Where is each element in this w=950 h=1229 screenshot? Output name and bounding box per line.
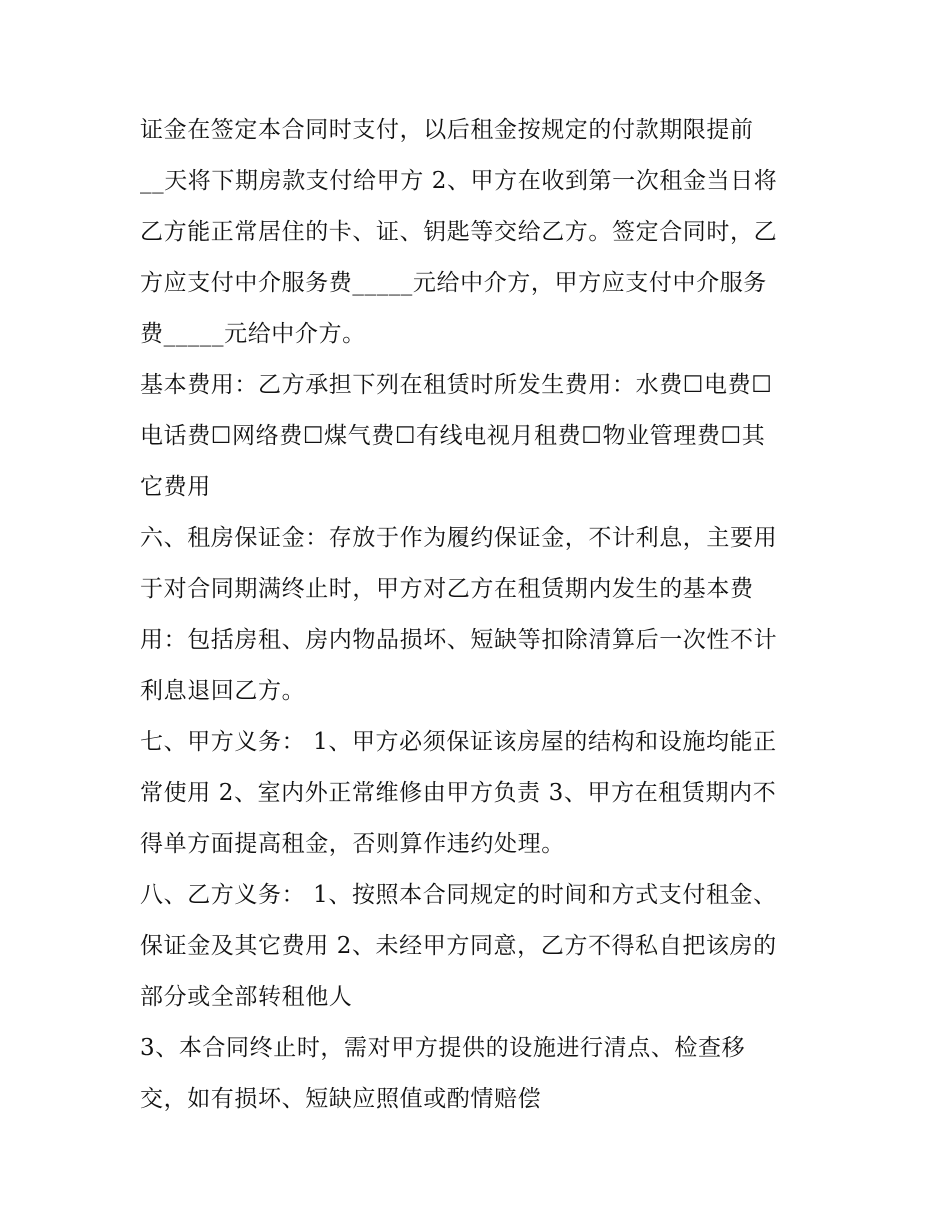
text-line: 六、租房保证金：存放于作为履约保证金，不计利息，主要用 — [140, 525, 778, 551]
text-line: 电话费☐网络费☐煤气费☐有线电视月租费☐物业管理费☐其 — [140, 423, 766, 449]
text-line: 方应支付中介服务费_____元给中介方，甲方应支付中介服务 — [140, 270, 767, 296]
text-line: 保证金及其它费用 2、未经甲方同意，乙方不得私自把该房的 — [140, 933, 777, 959]
text-line: 乙方能正常居住的卡、证、钥匙等交给乙方。签定合同时，乙 — [140, 219, 778, 245]
text-line: 于对合同期满终止时，甲方对乙方在租赁期内发生的基本费 — [140, 576, 754, 602]
contract-text — [140, 105, 820, 1125]
text-line: 部分或全部转租他人 — [140, 984, 353, 1010]
text-line: 费_____元给中介方。 — [140, 321, 366, 347]
text-line: 证金在签定本合同时支付，以后租金按规定的付款期限提前 — [140, 117, 754, 143]
text-line: 交，如有损坏、短缺应照值或酌情赔偿 — [140, 1086, 542, 1112]
text-line: 它费用 — [140, 474, 211, 500]
text-line: 利息退回乙方。 — [140, 678, 306, 704]
text-line: 3、本合同终止时，需对甲方提供的设施进行清点、检查移 — [140, 1035, 746, 1061]
text-line: 用：包括房租、房内物品损坏、短缺等扣除清算后一次性不计 — [140, 627, 778, 653]
text-line: 八、乙方义务： 1、按照本合同规定的时间和方式支付租金、 — [140, 882, 777, 908]
text-line: 得单方面提高租金，否则算作违约处理。 — [140, 831, 565, 857]
text-line: __天将下期房款支付给甲方 2、甲方在收到第一次租金当日将 — [140, 168, 778, 194]
text-line: 基本费用：乙方承担下列在租赁时所发生费用：水费☐电费☐ — [140, 372, 773, 398]
text-line: 常使用 2、室内外正常维修由甲方负责 3、甲方在租赁期内不 — [140, 780, 777, 806]
text-line: 七、甲方义务： 1、甲方必须保证该房屋的结构和设施均能正 — [140, 729, 777, 755]
